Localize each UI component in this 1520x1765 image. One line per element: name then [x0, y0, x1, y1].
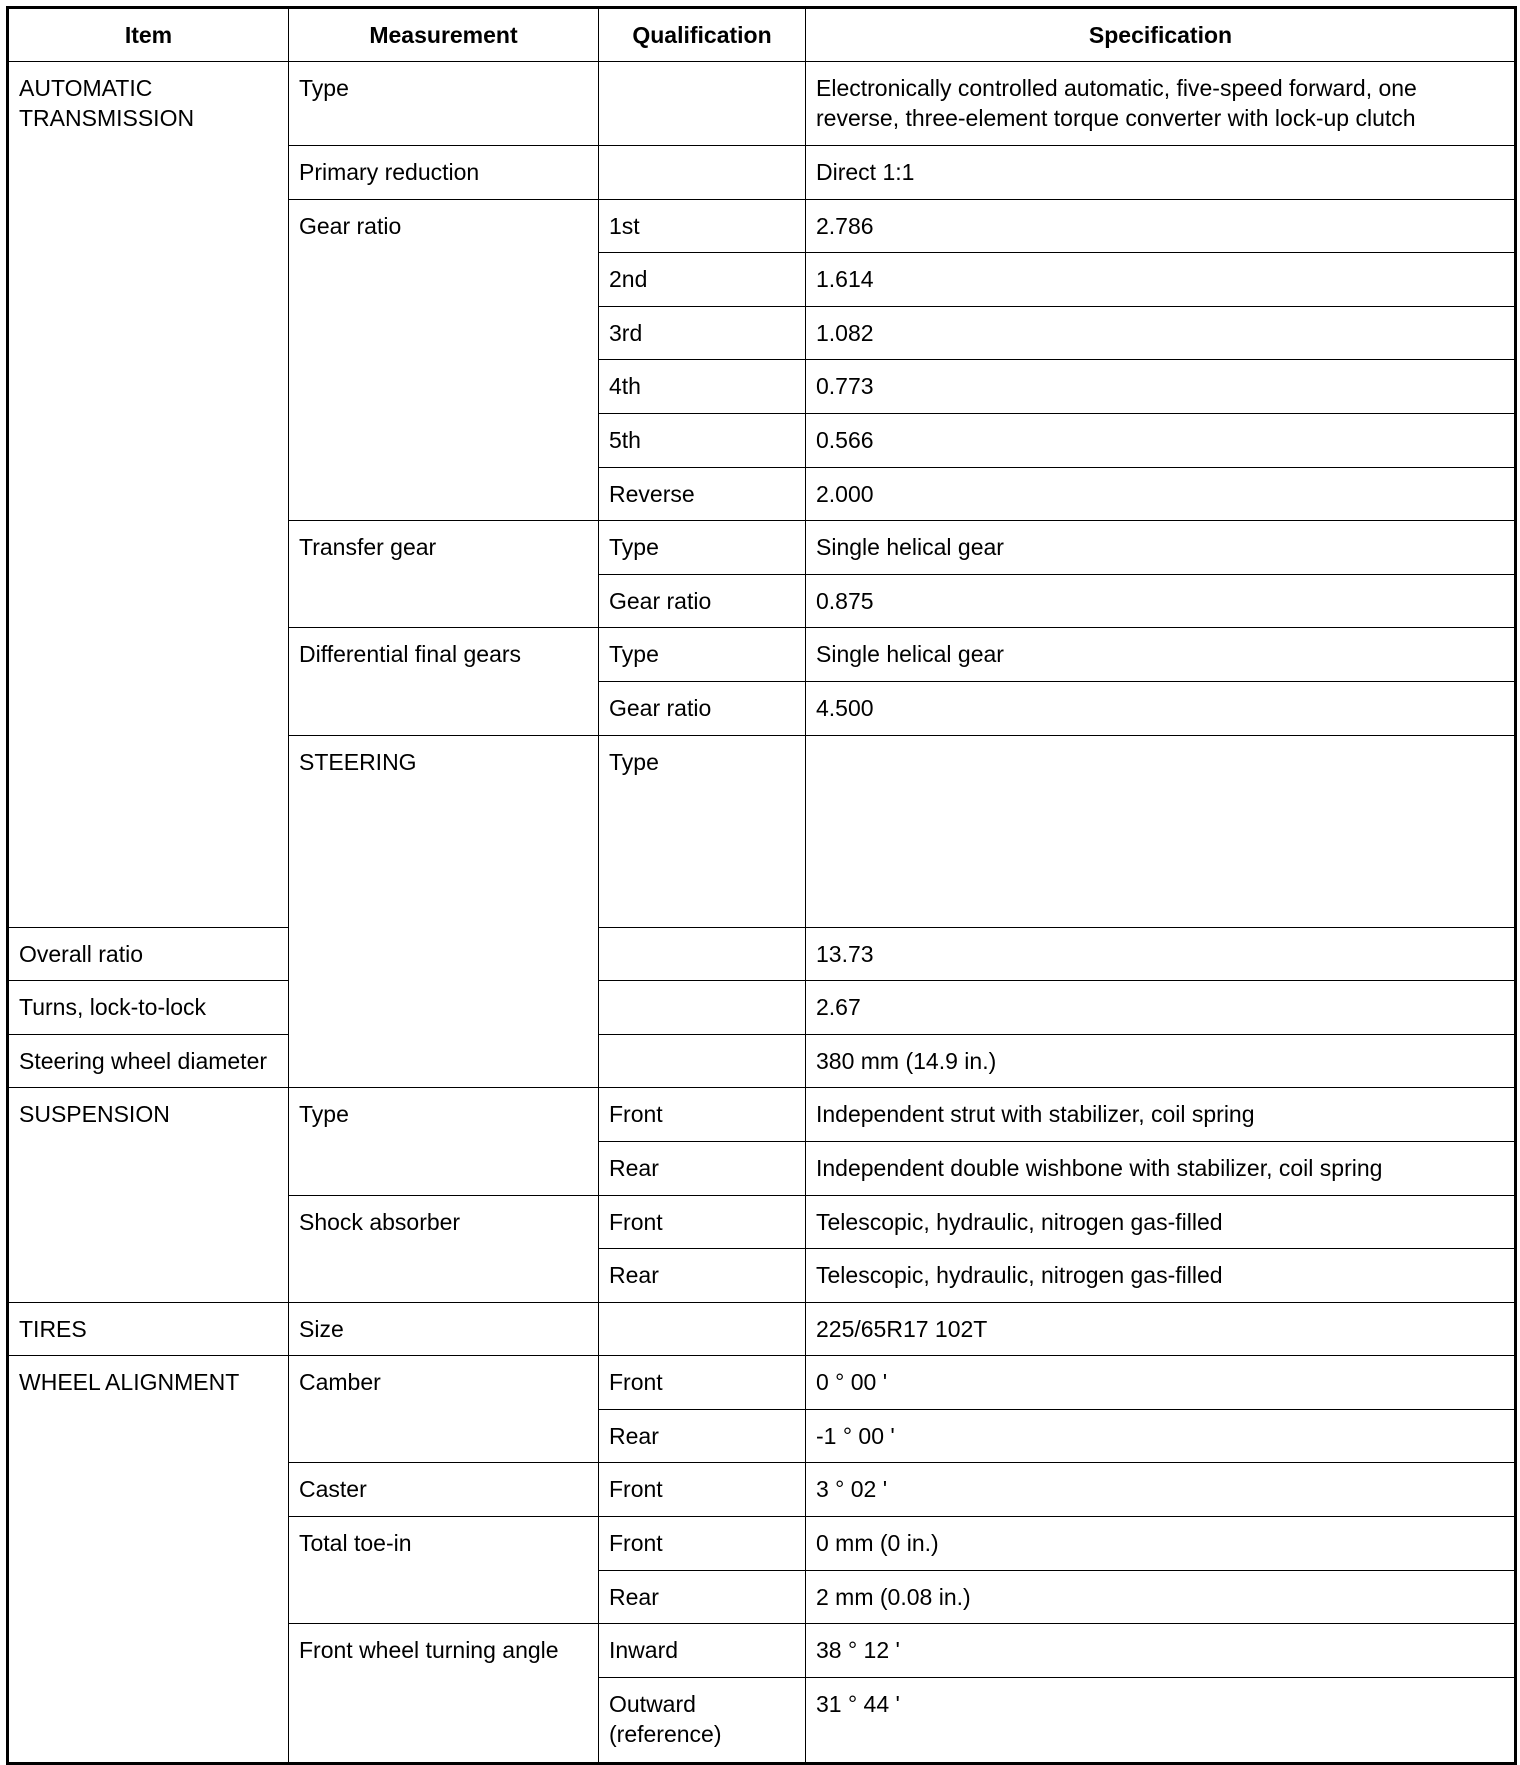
header-item: Item: [8, 8, 289, 62]
measurement-cell: Shock absorber: [289, 1195, 599, 1302]
qualification-cell: Reverse: [599, 467, 806, 521]
specification-cell: 1.614: [806, 253, 1516, 307]
measurement-cell: Overall ratio: [8, 927, 289, 981]
specification-cell: 38 ° 12 ': [806, 1624, 1516, 1678]
qualification-cell: [599, 927, 806, 981]
qualification-cell: Front: [599, 1195, 806, 1249]
specification-cell: Direct 1:1: [806, 146, 1516, 200]
table-row: [8, 1302, 1516, 1356]
measurement-cell: Front wheel turning angle: [289, 1624, 599, 1764]
header-qualification: Qualification: [599, 8, 806, 62]
specification-cell: Telescopic, hydraulic, nitrogen gas-filled: [806, 1249, 1516, 1303]
qualification-cell: Rear: [599, 1249, 806, 1303]
specification-cell: Single helical gear: [806, 521, 1516, 575]
qualification-cell: Gear ratio: [599, 574, 806, 628]
specification-cell: 0.566: [806, 413, 1516, 467]
qualification-cell: Rear: [599, 1409, 806, 1463]
specification-cell: 2 mm (0.08 in.): [806, 1570, 1516, 1624]
item-tires: TIRES: [8, 1302, 289, 1356]
qualification-cell: Type: [599, 521, 806, 575]
table-row: [8, 1088, 1516, 1142]
specification-cell: 0.773: [806, 360, 1516, 414]
measurement-cell: Camber: [289, 1356, 599, 1463]
specification-cell: 31 ° 44 ': [806, 1677, 1516, 1763]
table-row: [8, 1356, 1516, 1410]
measurement-cell: Caster: [289, 1463, 599, 1517]
header-measurement: Measurement: [289, 8, 599, 62]
item-automatic-transmission: AUTOMATIC TRANSMISSION: [8, 62, 289, 928]
specification-cell: 0.875: [806, 574, 1516, 628]
specification-cell: 380 mm (14.9 in.): [806, 1034, 1516, 1088]
measurement-cell: Steering wheel diameter: [8, 1034, 289, 1088]
qualification-cell: Front: [599, 1356, 806, 1410]
specification-cell: 3 ° 02 ': [806, 1463, 1516, 1517]
measurement-cell: Type: [599, 735, 806, 927]
qualification-cell: 3rd: [599, 306, 806, 360]
table-row: [8, 1034, 1516, 1088]
specification-cell: 0 mm (0 in.): [806, 1517, 1516, 1571]
measurement-cell: Differential final gears: [289, 628, 599, 735]
qualification-cell: [599, 1302, 806, 1356]
specification-cell: 0 ° 00 ': [806, 1356, 1516, 1410]
measurement-cell: Type: [289, 1088, 599, 1195]
item-suspension: SUSPENSION: [8, 1088, 289, 1302]
specification-cell: 4.500: [806, 681, 1516, 735]
specification-cell: Independent strut with stabilizer, coil spring: [806, 1088, 1516, 1142]
measurement-cell: Transfer gear: [289, 521, 599, 628]
specification-cell: 2.67: [806, 981, 1516, 1035]
specification-cell: -1 ° 00 ': [806, 1409, 1516, 1463]
item-steering: STEERING: [289, 735, 599, 1088]
specification-cell: Electronically controlled automatic, five-speed forward, one reverse, three-element torque converter with lock-up clutch: [806, 62, 1516, 146]
measurement-cell: Size: [289, 1302, 599, 1356]
item-wheel-alignment: WHEEL ALIGNMENT: [8, 1356, 289, 1764]
measurement-cell: Total toe-in: [289, 1517, 599, 1624]
table-row: [8, 927, 1516, 981]
measurement-cell: Primary reduction: [289, 146, 599, 200]
header-specification: Specification: [806, 8, 1516, 62]
qualification-cell: Inward: [599, 1624, 806, 1678]
header-row: [8, 8, 1516, 62]
measurement-cell: Type: [289, 62, 599, 146]
qualification-cell: 1st: [599, 199, 806, 253]
qualification-cell: [599, 146, 806, 200]
qualification-cell: 2nd: [599, 253, 806, 307]
measurement-cell: Gear ratio: [289, 199, 599, 521]
qualification-cell: Rear: [599, 1570, 806, 1624]
qualification-cell: [599, 1034, 806, 1088]
specification-cell: Telescopic, hydraulic, nitrogen gas-filled: [806, 1195, 1516, 1249]
qualification-cell: Type: [599, 628, 806, 682]
qualification-cell: Front: [599, 1517, 806, 1571]
qualification-cell: Outward (reference): [599, 1677, 806, 1763]
specification-cell: 225/65R17 102T: [806, 1302, 1516, 1356]
specification-cell: 2.786: [806, 199, 1516, 253]
table-row: [8, 62, 1516, 146]
qualification-cell: Front: [599, 1463, 806, 1517]
table-row: [8, 981, 1516, 1035]
specification-cell: Single helical gear: [806, 628, 1516, 682]
specifications-table: [6, 6, 1517, 1765]
specification-cell: 1.082: [806, 306, 1516, 360]
qualification-cell: Gear ratio: [599, 681, 806, 735]
qualification-cell: [599, 62, 806, 146]
measurement-cell: Turns, lock-to-lock: [8, 981, 289, 1035]
specification-cell: 13.73: [806, 927, 1516, 981]
specification-cell: Independent double wishbone with stabilizer, coil spring: [806, 1141, 1516, 1195]
qualification-cell: Rear: [599, 1141, 806, 1195]
qualification-cell: [599, 981, 806, 1035]
specification-cell: 2.000: [806, 467, 1516, 521]
qualification-cell: Front: [599, 1088, 806, 1142]
qualification-cell: [806, 735, 1516, 927]
qualification-cell: 5th: [599, 413, 806, 467]
qualification-cell: 4th: [599, 360, 806, 414]
